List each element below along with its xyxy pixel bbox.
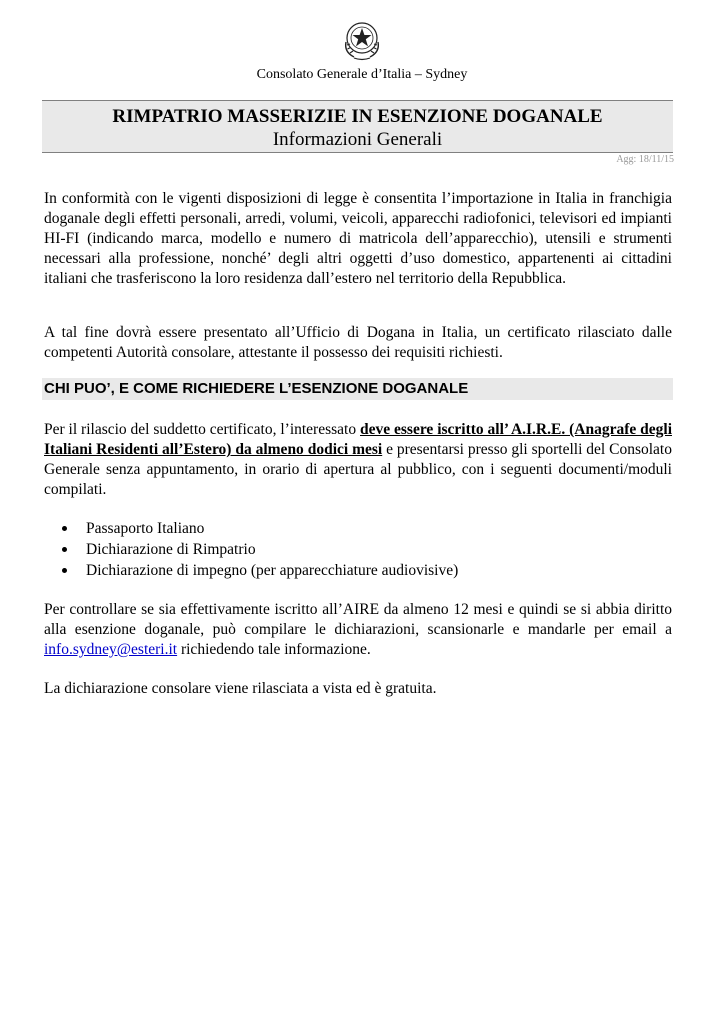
bullet-icon xyxy=(62,547,67,552)
document-title-box xyxy=(42,100,673,153)
list-item-label: Dichiarazione di impegno (per apparecchiature audiovisive) xyxy=(86,562,459,579)
list-item xyxy=(62,518,458,539)
document-title: RIMPATRIO MASSERIZIE IN ESENZIONE DOGANALE xyxy=(112,106,603,127)
free-of-charge-paragraph: La dichiarazione consolare viene rilasciata a vista ed è gratuita. xyxy=(44,680,437,697)
email-link[interactable]: info.sydney@esteri.it xyxy=(44,641,178,658)
bullet-icon xyxy=(62,568,67,573)
italian-republic-emblem-icon xyxy=(340,18,384,62)
certificate-paragraph: A tal fine dovrà essere presentato all’Ufficio di Dogana in Italia, un certificato rilasciato dalle competenti Autorità consolare, attestante il possesso dei requisiti richiesti. xyxy=(44,324,672,361)
aire-check-paragraph xyxy=(44,600,672,660)
requirements-text-start: Per il rilascio del suddetto certificato, l’interessato xyxy=(44,421,360,438)
requirements-text-end: e presentarsi presso gli sportelli del Consolato Generale senza appuntamento, in orario di apertura al pubblico, con i seguenti documenti/moduli compilati. xyxy=(44,441,672,498)
consulate-name: Consolato Generale d’Italia – Sydney xyxy=(256,67,468,82)
list-item-label: Passaporto Italiano xyxy=(86,520,205,537)
documents-list xyxy=(62,518,458,581)
list-item xyxy=(62,560,458,581)
bullet-icon xyxy=(62,526,67,531)
section-heading-bar xyxy=(42,378,673,400)
intro-paragraph: In conformità con le vigenti disposizioni di legge è consentita l’importazione in Italia in franchigia doganale degli effetti personali, arredi, volumi, veicoli, apparecchi radiofonici, televisori ed impianti HI-FI (indicando marca, modello e numero di matricola dell’apparecchio), utensili e strumenti necessari alla professione, nonché’ degli altri oggetti d’uso domestico, appartenenti ai cittadini italiani che trasferiscono la loro residenza dall’estero nel territorio della Repubblica. xyxy=(44,190,672,287)
list-item-label: Dichiarazione di Rimpatrio xyxy=(86,541,256,558)
document-subtitle: Informazioni Generali xyxy=(272,129,443,150)
update-date: Agg: 18/11/15 xyxy=(616,154,674,165)
aire-requirement: deve essere iscritto all’ A.I.R.E. (Anagrafe degli Italiani Residenti all’Estero) da almeno dodici mesi xyxy=(44,421,672,458)
requirements-paragraph xyxy=(44,420,672,500)
aire-check-text-end: richiedendo tale informazione. xyxy=(177,641,371,658)
list-item xyxy=(62,539,458,560)
aire-check-text-start: Per controllare se sia effettivamente iscritto all’AIRE da almeno 12 mesi e quindi se si abbia diritto alla esenzione doganale, può compilare le dichiarazioni, scansionarle e mandarle per email a xyxy=(44,601,672,638)
section-heading: CHI PUO’, E COME RICHIEDERE L’ESENZIONE DOGANALE xyxy=(44,380,469,397)
